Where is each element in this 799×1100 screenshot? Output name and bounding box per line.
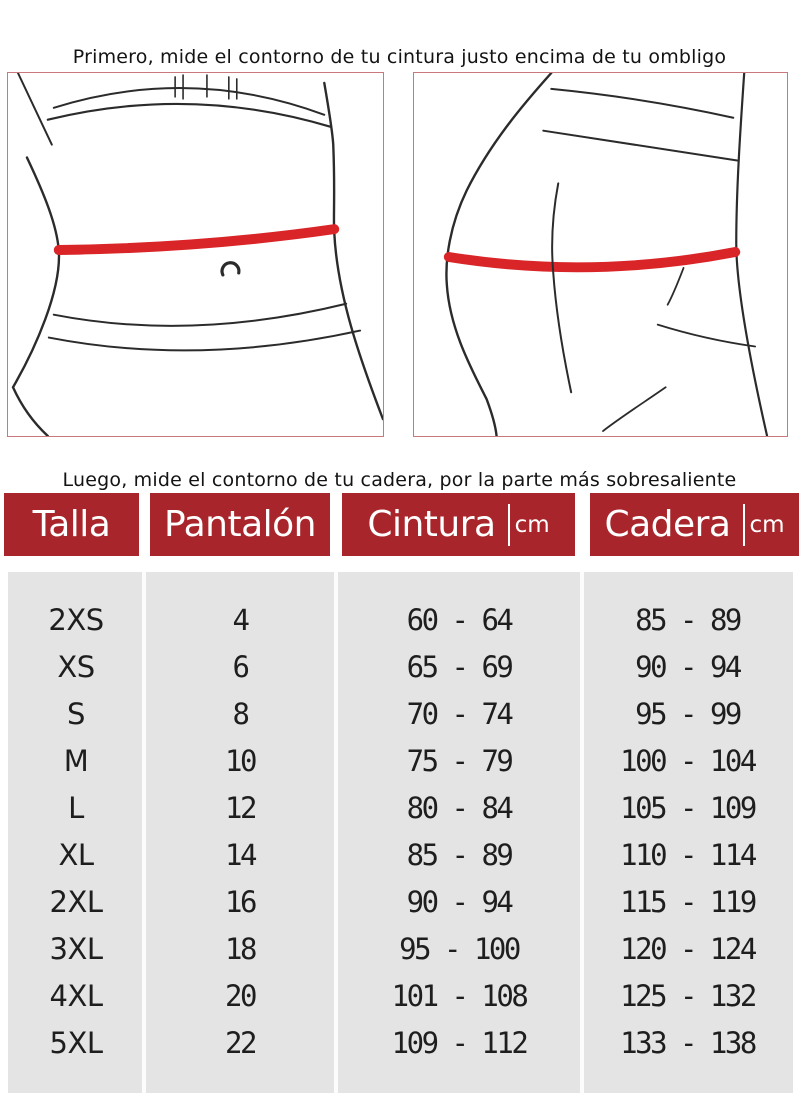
cell-cadera: 100 - 104 [620,744,755,778]
unit-divider-bar [508,504,510,546]
navel-mark [222,263,239,275]
header-pantalon [150,493,330,556]
table-row [8,785,793,832]
cell-cintura: 101 - 108 [391,979,527,1013]
header-cadera-unit: cm [749,511,785,538]
table-row [8,1020,793,1067]
header-talla [4,493,139,556]
header-cadera [590,493,799,556]
cell-pantalon: 12 [225,791,255,825]
cell-pantalon: 4 [232,603,248,637]
table-row [8,973,793,1020]
cell-pantalon: 6 [232,650,248,684]
waist-measure-band-line [59,229,334,250]
cell-pantalon: 20 [225,979,255,1013]
hip-measure-band-line [449,252,735,267]
cell-talla: L [68,791,84,825]
table-row [8,879,793,926]
cell-talla: M [63,744,89,778]
unit-divider-bar [743,504,745,546]
header-cadera-label: Cadera [604,504,731,545]
size-table-body [8,572,793,1093]
cell-cintura: 70 - 74 [406,697,512,731]
cell-talla: XS [57,650,95,684]
cell-cintura: 65 - 69 [406,650,512,684]
cell-talla: XL [58,838,94,872]
cell-cadera: 115 - 119 [620,885,755,919]
waist-figure [7,72,384,437]
cell-cadera: 133 - 138 [620,1026,755,1060]
cell-cintura: 90 - 94 [406,885,512,919]
cell-talla: 4XL [49,979,103,1013]
cell-cadera: 95 - 99 [635,697,740,731]
cell-cintura: 85 - 89 [406,838,512,872]
table-row [8,832,793,879]
cell-cadera: 120 - 124 [620,932,755,966]
header-talla-label: Talla [32,504,111,545]
cell-cadera: 85 - 89 [635,603,740,637]
hip-diagram-icon [414,73,787,436]
cell-pantalon: 8 [232,697,248,731]
table-row [8,691,793,738]
table-row [8,644,793,691]
cell-talla: 2XL [49,885,103,919]
table-row [8,738,793,785]
hip-instruction-text: Luego, mide el contorno de tu cadera, por la parte más sobresaliente [62,469,737,491]
cell-talla: 3XL [49,932,103,966]
cell-talla: 2XS [48,603,104,637]
table-row [8,926,793,973]
cell-cadera: 105 - 109 [620,791,755,825]
table-row [8,597,793,644]
cell-cadera: 110 - 114 [620,838,755,872]
header-cintura-unit: cm [514,511,550,538]
waist-instruction-text: Primero, mide el contorno de tu cintura justo encima de tu ombligo [72,46,727,68]
cell-pantalon: 10 [225,744,255,778]
cell-pantalon: 18 [225,932,255,966]
cell-pantalon: 14 [225,838,255,872]
cell-pantalon: 16 [225,885,255,919]
header-cintura [342,493,575,556]
waist-diagram-icon [8,73,383,436]
cell-cadera: 125 - 132 [620,979,755,1013]
cell-pantalon: 22 [225,1026,255,1060]
cell-cintura: 109 - 112 [391,1026,527,1060]
cell-cintura: 60 - 64 [406,603,512,637]
cell-cintura: 95 - 100 [399,932,519,966]
cell-talla: 5XL [49,1026,103,1060]
cell-cadera: 90 - 94 [635,650,740,684]
cell-cintura: 80 - 84 [406,791,512,825]
header-pantalon-label: Pantalón [164,504,316,545]
hip-figure [413,72,788,437]
cell-cintura: 75 - 79 [406,744,512,778]
cell-talla: S [67,697,85,731]
header-cintura-label: Cintura [367,504,496,545]
